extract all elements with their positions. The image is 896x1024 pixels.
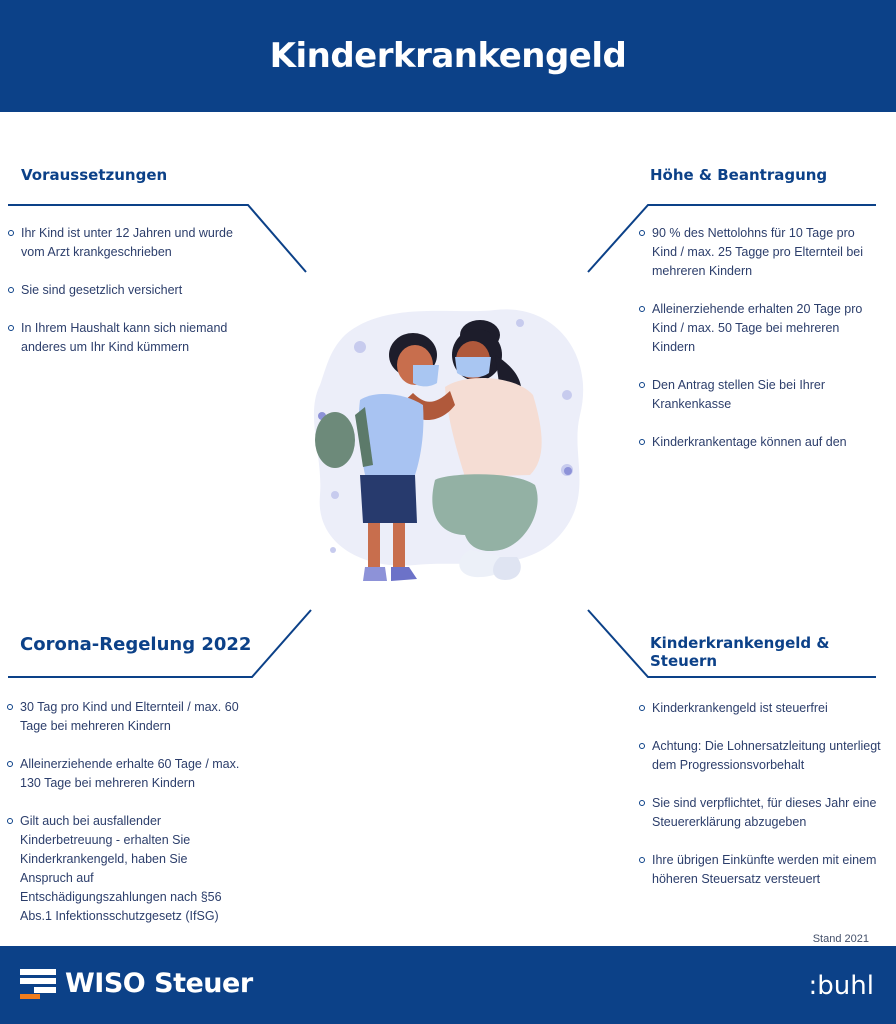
list-item: 30 Tag pro Kind und Elternteil / max. 60 Tage bei mehreren Kindern bbox=[7, 698, 243, 736]
list-item: Den Antrag stellen Sie bei Ihrer Krankenkasse bbox=[639, 376, 869, 414]
list-corona-regelung bbox=[7, 698, 243, 926]
list-item: Alleinerziehende erhalten 20 Tage pro Kind / max. 50 Tage bei mehreren Kindern bbox=[639, 300, 869, 357]
list-item: In Ihrem Haushalt kann sich niemand anderes um Ihr Kind kümmern bbox=[8, 319, 248, 357]
list-item: Ihre übrigen Einkünfte werden mit einem höheren Steuersatz versteuert bbox=[639, 851, 883, 889]
list-steuern bbox=[639, 699, 883, 889]
list-item: Sie sind gesetzlich versichert bbox=[8, 281, 248, 300]
list-hoehe-beantragung bbox=[639, 224, 869, 452]
wiso-steuer-logo bbox=[20, 968, 253, 999]
section-title-hoehe-beantragung: Höhe & Beantragung bbox=[650, 166, 828, 184]
list-voraussetzungen bbox=[8, 224, 248, 357]
list-item: Achtung: Die Lohnersatzleitung unterliegt dem Progressionsvorbehalt bbox=[639, 737, 883, 775]
wiso-logo-icon bbox=[20, 969, 56, 999]
buhl-logo: :buhl bbox=[808, 971, 874, 1001]
stand-date: Stand 2021 bbox=[812, 933, 869, 945]
list-item: 90 % des Nettolohns für 10 Tage pro Kind / max. 25 Tagge pro Elternteil bei mehreren Kindern bbox=[639, 224, 869, 281]
section-title-corona-regelung: Corona-Regelung 2022 bbox=[20, 634, 252, 655]
list-item: Ihr Kind ist unter 12 Jahren und wurde vom Arzt krankgeschrieben bbox=[8, 224, 248, 262]
list-item: Gilt auch bei ausfallender Kinderbetreuung - erhalten Sie Kinderkrankengeld, haben Sie Anspruch auf Entschädigungszahlungen nach §56 Abs.1 Infektionsschutzgesetz (IfSG) bbox=[7, 812, 243, 926]
list-item: Sie sind verpflichtet, für dieses Jahr eine Steuererklärung abzugeben bbox=[639, 794, 883, 832]
list-item: Kinderkrankentage können auf den bbox=[639, 433, 869, 452]
page-title: Kinderkrankengeld bbox=[269, 36, 627, 76]
list-item: Kinderkrankengeld ist steuerfrei bbox=[639, 699, 883, 718]
section-title-steuern: Kinderkrankengeld & Steuern bbox=[650, 634, 830, 670]
section-title-voraussetzungen: Voraussetzungen bbox=[21, 166, 168, 184]
list-item: Alleinerziehende erhalte 60 Tage / max. 130 Tage bei mehreren Kindern bbox=[7, 755, 243, 793]
mother-child-mask-illustration-icon bbox=[305, 295, 595, 595]
brand-name: WISO Steuer bbox=[65, 968, 253, 999]
